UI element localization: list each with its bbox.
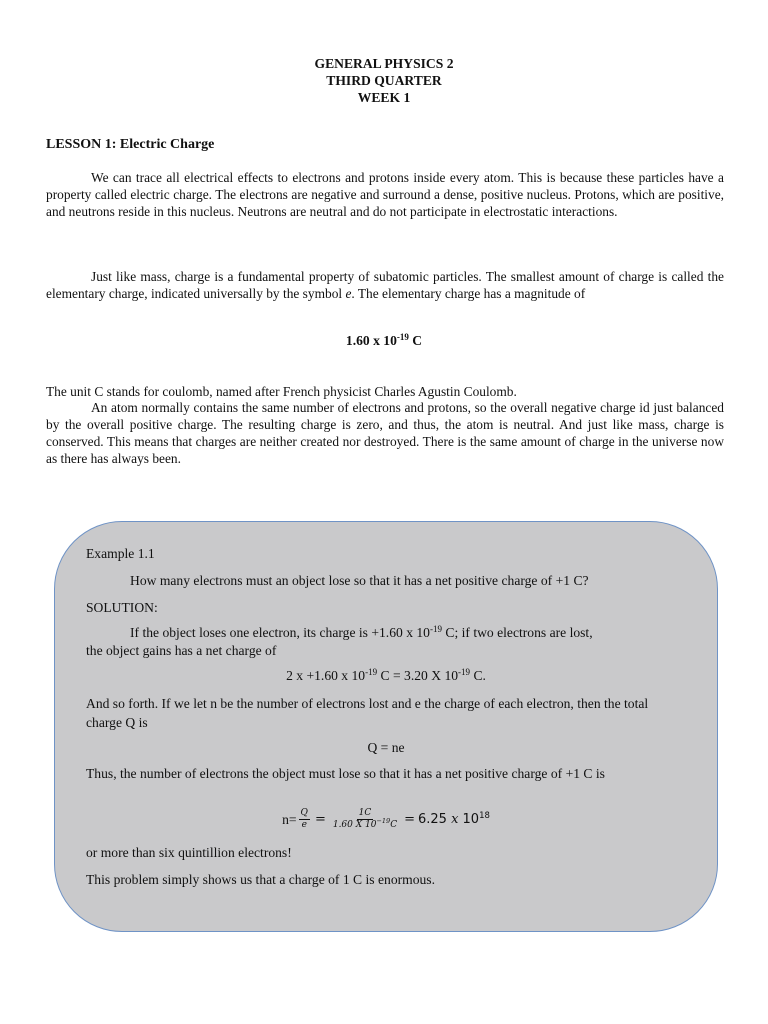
equation-q-ne: Q = ne [367,740,405,755]
elementary-charge-formula [0,333,768,349]
eq1-text-a: 2 x +1.60 x 10 [286,668,366,683]
solution-step-3: Thus, the number of electrons the object must lose so that it has a net positive charge of +1 C is [86,766,605,781]
eq1-text-b: C = 3.20 X 10 [377,668,459,683]
solution-label: SOLUTION: [86,600,158,615]
paragraph-conservation: An atom normally contains the same number of electrons and protons, so the overall negative charge id just balanced by the overall positive charge. The resulting charge is zero, and thus, the atom is neutral. And just like mass, charge is conserved. This means that charges are neither created nor destroyed. There is the same amount of charge in the universe now as there has always been. [46,400,724,466]
equation-electron-count [54,808,718,831]
eq1-exponent-2: -19 [458,667,471,677]
result-base: 10 [458,812,480,827]
den2-text-a: 1.60 X 10 [332,820,377,830]
s1-text-a: If the object loses one electron, its charge is +1.60 x 10 [130,625,430,640]
solution-step-1-cont: the object gains has a net charge of [86,643,277,658]
fraction-equation [282,808,490,831]
paragraph-coulomb: The unit C stands for coulomb, named after French physicist Charles Agustin Coulomb. [46,384,517,399]
eq3-result [418,810,490,829]
s1-text-b: C; if two electrons are lost, [441,625,593,640]
p2-text-b: . The elementary charge has a magnitude of [351,286,586,301]
solution-step-1 [130,623,690,642]
symbol-e: e [345,286,352,301]
solution-step-4: or more than six quintillion electrons! [86,845,292,860]
p2-text-a: Just like mass, charge is a fundamental property of subatomic particles. The smallest amount of charge is called the elementary charge, indicated universally by the symbol [46,269,724,301]
formula-exponent: -19 [396,332,409,342]
fraction-2-denominator [331,817,399,831]
s1-exponent: -19 [429,624,442,634]
fraction-1-denominator: e [301,820,307,830]
eq1-text-c: C. [470,668,486,683]
fraction-1-numerator: Q [300,808,308,818]
formula-base: 1.60 x 10 [345,333,397,348]
den2-text-b: C [390,820,398,830]
example-question: How many electrons must an object lose so that it has a net positive charge of +1 C? [130,573,589,588]
result-mantissa: 6.25 [417,812,452,827]
fraction-2-numerator: 1C [358,808,372,818]
paragraph-elementary-charge [46,268,724,302]
eq1-exponent-1: -19 [365,667,378,677]
den2-exponent: −19 [376,817,391,825]
lesson-title: LESSON 1: Electric Charge [46,137,215,152]
formula-unit: C [408,333,423,348]
result-exponent: 18 [479,811,490,821]
paragraph-intro: We can trace all electrical effects to electrons and protons inside every atom. This is because these particles have a property called electric charge. The electrons are negative and surround a dense, positive nucleus. Protons, which are positive, and neutrons reside in this nucleus. Neutrons are neutral and do not participate in electrostatic interactions. [46,170,724,219]
course-title: GENERAL PHYSICS 2 [314,56,454,71]
equation-two-electrons [54,666,718,685]
week-title: WEEK 1 [357,90,411,105]
quarter-title: THIRD QUARTER [326,73,442,88]
eq3-n-label: n= [282,812,297,827]
document-header [0,55,768,106]
fraction-q-over-e [299,808,310,831]
result-times: x [451,812,459,827]
solution-step-2: And so forth. If we let n be the number of electrons lost and e the charge of each electron, then the total charge Q is [86,696,649,730]
example-title: Example 1.1 [86,546,155,561]
fraction-1c-over-charge [331,808,399,831]
eq3-equals-2: = [404,812,415,827]
solution-conclusion: This problem simply shows us that a charge of 1 C is enormous. [86,872,435,887]
eq3-equals-1: = [314,812,326,827]
